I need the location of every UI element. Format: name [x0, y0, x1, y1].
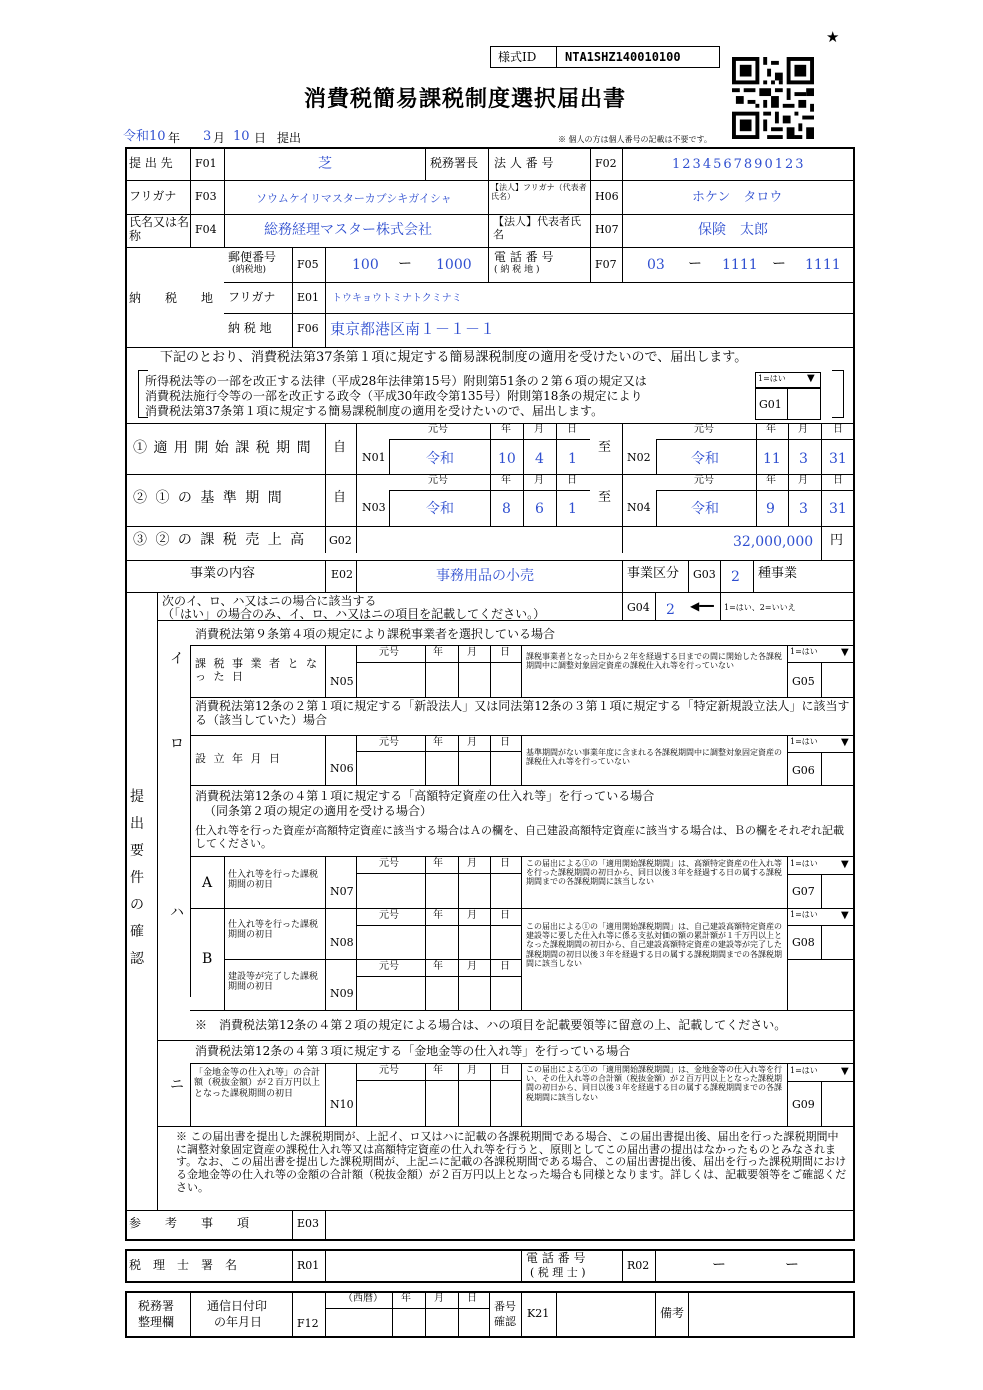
date-day[interactable]: 10: [233, 129, 250, 144]
p2-from-era[interactable]: 令和: [426, 501, 454, 517]
furigana-name-field[interactable]: ソウムケイリマスターカブシキガイシャ: [256, 192, 452, 205]
star-icon: ★: [826, 28, 840, 46]
date-month[interactable]: 3: [203, 129, 212, 144]
p2-from-day[interactable]: 1: [568, 501, 577, 517]
company-name-field[interactable]: 総務経理マスター株式会社: [264, 222, 432, 238]
tax-accountant-label: 税 理 士 署 名: [129, 1258, 238, 1272]
business-content-field[interactable]: 事務用品の小売: [436, 568, 534, 584]
mynumber-note: ※ 個人の方は個人番号の記載は不要です。: [558, 135, 712, 144]
representative-furigana-field[interactable]: ホケン タロウ: [692, 190, 783, 205]
bracket-left: [138, 370, 148, 418]
statement-line1: 下記のとおり、消費税法第37条第１項に規定する簡易課税制度の適用を受けたいので、届出します。: [160, 350, 748, 365]
postal-code-1[interactable]: 100: [352, 257, 379, 273]
teishutsusaki-label: 提 出 先: [129, 156, 173, 170]
arrow-left-icon: ◀━━: [690, 599, 714, 613]
qr-code-icon: [732, 57, 814, 139]
p2-to-era[interactable]: 令和: [691, 501, 719, 517]
p2-to-month[interactable]: 3: [799, 501, 808, 517]
requirements-side-label: 提 出 要 件 の 確 認: [130, 789, 144, 967]
p2-from-month[interactable]: 6: [535, 501, 544, 517]
tax-office-field[interactable]: 芝: [318, 156, 332, 172]
form-title: 消費税簡易課税制度選択届出書: [304, 86, 627, 112]
dropdown-icon[interactable]: ▼: [841, 1066, 849, 1077]
date-era[interactable]: 令和10: [123, 129, 166, 144]
address-field[interactable]: 東京都港区南１－１－１: [330, 320, 496, 338]
tel-3[interactable]: 1111: [805, 257, 841, 273]
taxable-sales-field[interactable]: 32,000,000: [733, 534, 814, 550]
period2-label: ② ① の 基 準 期 間: [133, 490, 284, 506]
p1-to-era[interactable]: 令和: [691, 451, 719, 467]
p1-to-day[interactable]: 31: [829, 451, 847, 467]
dropdown-icon[interactable]: ▼: [841, 859, 849, 870]
dropdown-icon[interactable]: ▼: [841, 910, 849, 921]
form-id: NTA1SHZ140010100: [565, 50, 681, 64]
postal-code-2[interactable]: 1000: [436, 257, 472, 273]
p1-to-month[interactable]: 3: [799, 451, 808, 467]
dropdown-icon[interactable]: ▼: [841, 647, 849, 658]
dropdown-icon[interactable]: ▼: [841, 737, 849, 748]
p1-from-month[interactable]: 4: [535, 451, 544, 467]
p1-from-year[interactable]: 10: [498, 451, 516, 467]
requirements-footnote: ※ この届出書を提出した課税期間が、上記イ、ロ又はハに記載の各課税期間である場合、この届出書提出後、届出を行った課税期間中に調整対象固定資産の課税仕入れ等又は高額特定資産の仕入れ等を行うと、原則としてこの届出書の提出はなかったものとみなされます。なお、この届出書を提出した課税期間が、上記ニに記載の各課税期間である場合、この届出書提出後、届出を行った課税期間における金地金等の仕入れ等の金額の合計額（税抜金額）が２百万円以上となった場合も同様となります。詳しくは、記載要領等をご確認ください。: [176, 1130, 847, 1194]
submit-label: 提出: [277, 131, 302, 145]
bracket-right: [832, 370, 844, 418]
form-id-label: 様式ID: [498, 50, 537, 64]
representative-name-field[interactable]: 保険 太郎: [698, 222, 768, 238]
g04-field[interactable]: 2: [666, 602, 675, 618]
p1-from-era[interactable]: 令和: [426, 451, 454, 467]
tel-1[interactable]: 03: [647, 257, 665, 273]
nozeichi-label: 納 税 地: [129, 291, 214, 305]
p1-to-year[interactable]: 11: [763, 451, 781, 467]
tel-2[interactable]: 1111: [722, 257, 758, 273]
p2-from-year[interactable]: 8: [502, 501, 511, 517]
corporate-number-field[interactable]: 1234567890123: [672, 157, 806, 172]
p2-to-day[interactable]: 31: [829, 501, 847, 517]
business-content-label: 事業の内容: [190, 566, 256, 581]
p1-from-day[interactable]: 1: [568, 451, 577, 467]
period1-label: ① 適 用 開 始 課 税 期 間: [133, 440, 312, 456]
address-furigana-field[interactable]: トウキョウトミナトクミナミ: [332, 293, 462, 304]
business-category-field[interactable]: 2: [731, 569, 740, 585]
period3-label: ③ ② の 課 税 売 上 高: [133, 532, 307, 548]
p2-to-year[interactable]: 9: [766, 501, 775, 517]
dropdown-icon: ▼: [807, 373, 815, 384]
